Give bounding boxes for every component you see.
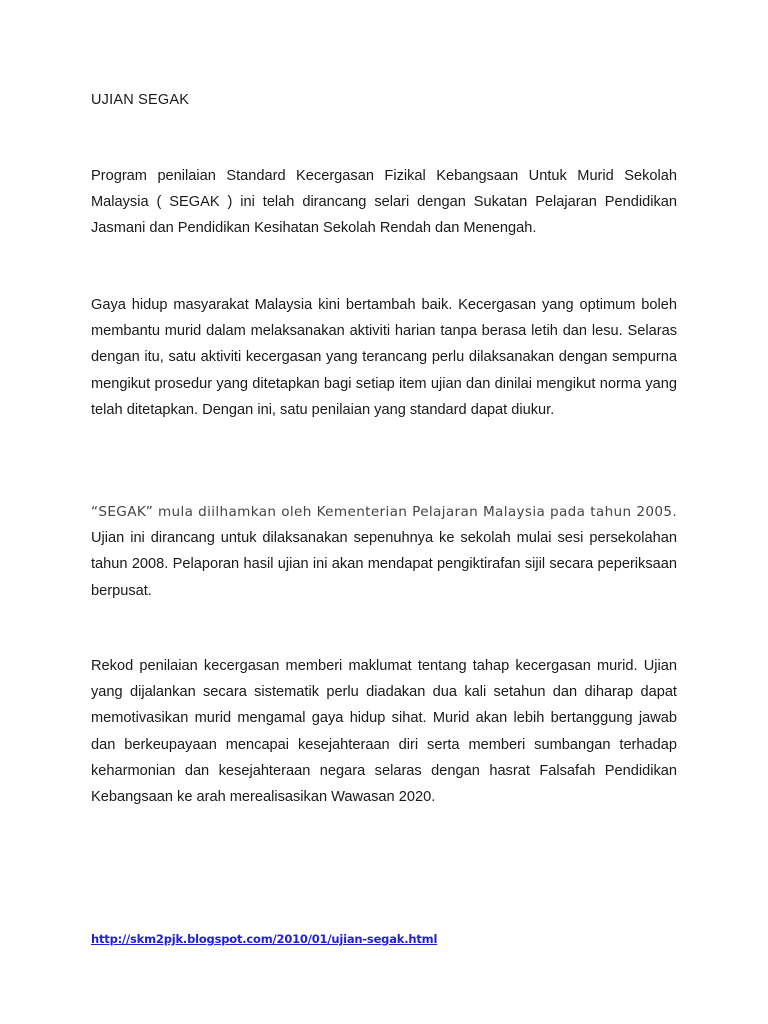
- document-title: UJIAN SEGAK: [91, 92, 190, 108]
- paragraph-intro: Program penilaian Standard Kecergasan Fizikal Kebangsaan Untuk Murid Sekolah Malaysia ( SEGAK ) ini telah dirancang selari dengan Sukatan Pelajaran Pendidikan Jasmani dan Pendidikan Kesihatan Sekolah Rendah dan Menengah.: [91, 168, 677, 237]
- paragraph-lifestyle: Gaya hidup masyarakat Malaysia kini bertambah baik. Kecergasan yang optimum boleh membantu murid dalam melaksanakan aktiviti harian tanpa berasa letih dan lesu. Selaras dengan itu, satu aktiviti kecergasan yang terancang perlu dilaksanakan dengan sempurna mengikut prosedur yang ditetapkan bagi setiap item ujian dan dinilai mengikut norma yang telah ditetapkan. Dengan ini, satu penilaian yang standard dapat diukur.: [91, 297, 677, 418]
- paragraph-records: Rekod penilaian kecergasan memberi maklumat tentang tahap kecergasan murid. Ujian yang dijalankan secara sistematik perlu diadakan dua kali setahun dan diharap dapat memotivasikan murid mengamal gaya hidup sihat. Murid akan lebih bertanggung jawab dan berkeupayaan mencapai kesejahteraan diri serta memberi sumbangan terhadap keharmonian dan kesejahteraan negara selaras dengan hasrat Falsafah Pendidikan Kebangsaan ke arah merealisasikan Wawasan 2020.: [91, 658, 677, 806]
- paragraph-history: [91, 499, 677, 604]
- paragraph-history-body: Ujian ini dirancang untuk dilaksanakan sepenuhnya ke sekolah mulai sesi persekolahan tahun 2008. Pelaporan hasil ujian ini akan mendapat pengiktirafan sijil secara peperiksaan berpusat.: [91, 530, 677, 599]
- source-link[interactable]: http://skm2pjk.blogspot.com/2010/01/ujian-segak.html: [91, 932, 438, 946]
- paragraph-history-first-line: “SEGAK” mula diilhamkan oleh Kementerian Pelajaran Malaysia pada tahun 2005.: [91, 504, 677, 520]
